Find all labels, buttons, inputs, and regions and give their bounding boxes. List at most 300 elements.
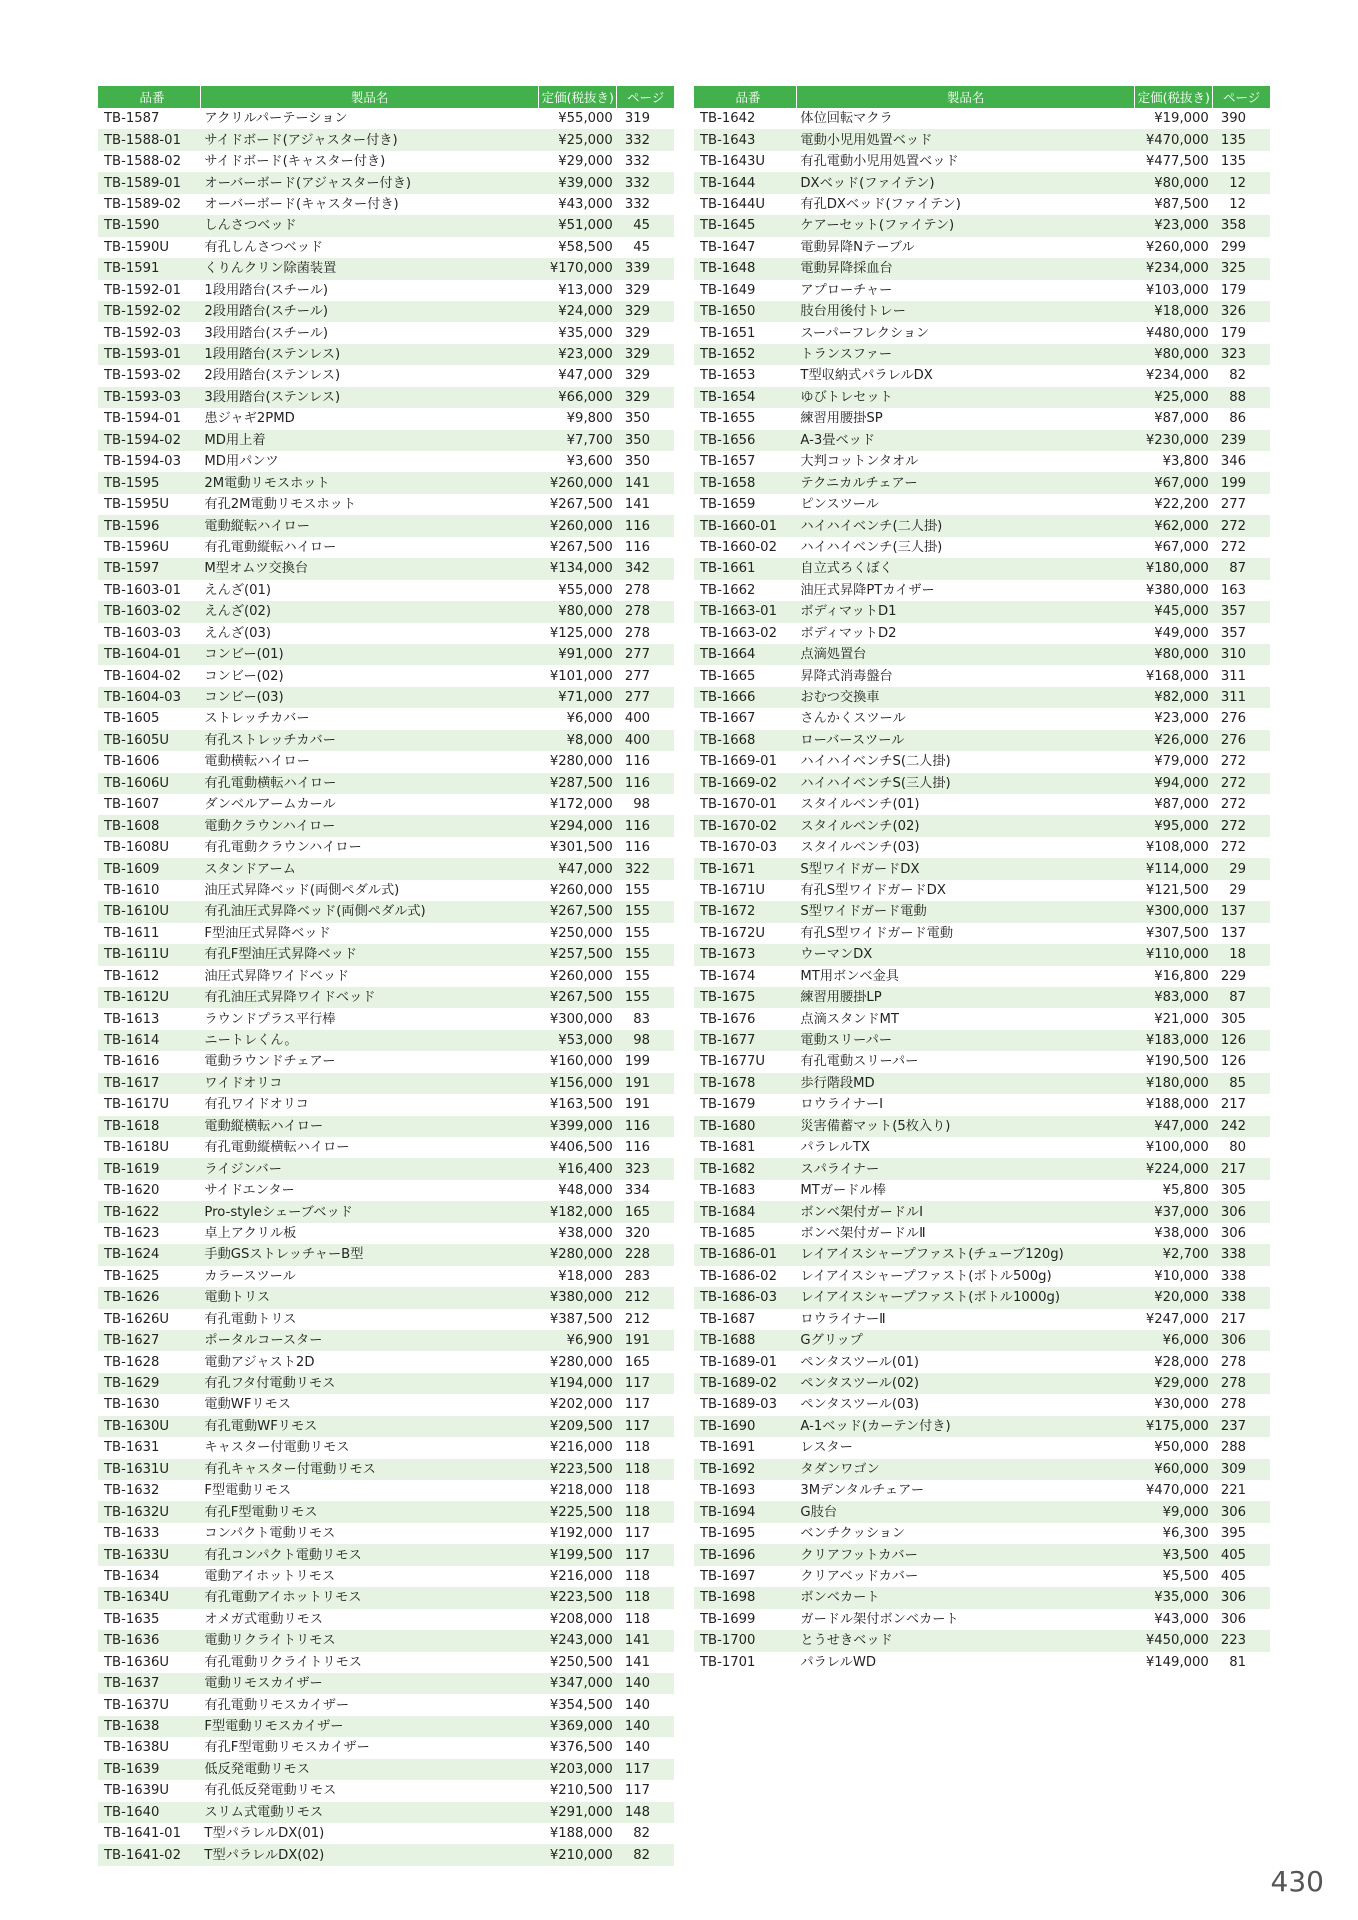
price: ¥87,500 (1154, 196, 1209, 212)
table-row (98, 494, 674, 515)
product-name: 電動昇降Nテーブル (800, 239, 915, 255)
price: ¥16,800 (1154, 968, 1209, 984)
catalog-page: 116 (617, 773, 674, 794)
price: ¥3,600 (566, 454, 613, 470)
table-row (98, 773, 674, 794)
catalog-page: 329 (624, 282, 650, 298)
table-row (98, 301, 674, 322)
price: ¥9,800 (566, 411, 613, 427)
product-name: 電動縦転ハイロー (200, 515, 538, 536)
product-code: TB-1679 (700, 1097, 756, 1113)
catalog-page: 165 (624, 1354, 650, 1370)
table-row (694, 1094, 1270, 1115)
price: ¥223,500 (539, 1587, 617, 1608)
price: ¥80,000 (1135, 172, 1213, 193)
product-name: 有孔F型電動リモス (200, 1501, 538, 1522)
price: ¥260,000 (539, 515, 617, 536)
product-name: クリアフットカバー (796, 1544, 1134, 1565)
product-code: TB-1610 (104, 882, 160, 898)
product-code: TB-1610U (98, 901, 200, 922)
table-row (694, 901, 1270, 922)
product-name: 電動クラウンハイロー (200, 815, 538, 836)
table-row (694, 408, 1270, 429)
product-code: TB-1689-03 (700, 1397, 777, 1413)
catalog-page: 288 (1220, 1440, 1246, 1456)
product-name: M型オムツ交換台 (200, 558, 538, 579)
product-name: 有孔ストレッチカバー (200, 730, 538, 751)
catalog-page: 118 (624, 1568, 650, 1584)
product-code: TB-1682 (694, 1158, 796, 1179)
table-row (98, 601, 674, 622)
catalog-page: 278 (1220, 1397, 1246, 1413)
price: ¥300,000 (1135, 901, 1213, 922)
table-row (98, 280, 674, 301)
product-name: 電動小児用処置ベッド (796, 129, 1134, 150)
product-code: TB-1685 (700, 1225, 756, 1241)
product-code: TB-1633U (98, 1544, 200, 1565)
product-name: 有孔電動WFリモス (200, 1416, 538, 1437)
product-code: TB-1672 (694, 901, 796, 922)
product-name: 有孔F型電動リモスカイザー (204, 1740, 370, 1756)
product-name: テクニカルチェアー (796, 472, 1134, 493)
table-row (98, 987, 674, 1008)
price: ¥114,000 (1135, 858, 1213, 879)
table-row (694, 558, 1270, 579)
price: ¥23,000 (539, 344, 617, 365)
price: ¥53,000 (539, 1030, 617, 1051)
table-row (694, 1587, 1270, 1608)
product-code: TB-1697 (700, 1568, 756, 1584)
product-code: TB-1629 (98, 1373, 200, 1394)
catalog-page: 135 (1213, 129, 1270, 150)
table-row (98, 858, 674, 879)
price: ¥188,000 (1145, 1097, 1209, 1113)
table-row (98, 923, 674, 944)
product-name: スーパーフレクション (800, 325, 930, 341)
catalog-page: 277 (617, 687, 674, 708)
product-code: TB-1593-02 (104, 368, 181, 384)
catalog-page: 86 (1229, 411, 1246, 427)
price: ¥450,000 (1135, 1630, 1213, 1651)
catalog-page: 346 (1220, 454, 1246, 470)
catalog-page: 118 (617, 1501, 674, 1522)
table-row (694, 1544, 1270, 1565)
product-code: TB-1693 (700, 1483, 756, 1499)
price: ¥380,000 (1145, 582, 1209, 598)
product-name: 1段用踏台(スチール) (204, 282, 329, 298)
price: ¥257,500 (539, 944, 617, 965)
product-code: TB-1694 (694, 1501, 796, 1522)
table-body-right (694, 108, 1270, 1673)
product-code: TB-1632U (98, 1501, 200, 1522)
catalog-page: 98 (633, 797, 650, 813)
table-row (98, 365, 674, 386)
product-name: おむつ交換車 (796, 687, 1134, 708)
product-code: TB-1594-01 (104, 411, 181, 427)
catalog-page: 199 (624, 1054, 650, 1070)
product-code: TB-1649 (700, 282, 756, 298)
catalog-page: 141 (624, 497, 650, 513)
product-code: TB-1670-03 (700, 840, 777, 856)
product-name: ハイハイベンチ(二人掛) (796, 515, 1134, 536)
product-code: TB-1590U (104, 239, 170, 255)
product-name: ベンチクッション (800, 1526, 906, 1542)
product-name: オーバーボード(アジャスター付き) (200, 172, 538, 193)
product-code: TB-1605U (98, 730, 200, 751)
table-row (98, 172, 674, 193)
product-name: ボディマットD1 (796, 601, 1134, 622)
catalog-page: 137 (1213, 901, 1270, 922)
product-name: 油圧式昇降ベッド(両側ペダル式) (204, 882, 400, 898)
product-code: TB-1592-01 (104, 282, 181, 298)
catalog-page: 137 (1220, 925, 1246, 941)
product-code: TB-1593-03 (98, 387, 200, 408)
price: ¥24,000 (539, 301, 617, 322)
table-row (98, 129, 674, 150)
product-code: TB-1632 (104, 1483, 160, 1499)
product-code: TB-1607 (104, 797, 160, 813)
table-row (694, 1437, 1270, 1458)
product-name: 有孔フタ付電動リモス (200, 1373, 538, 1394)
table-row (694, 258, 1270, 279)
price: ¥480,000 (1145, 325, 1209, 341)
product-code: TB-1595 (98, 472, 200, 493)
catalog-page: 117 (617, 1416, 674, 1437)
catalog-page: 212 (617, 1287, 674, 1308)
header-name: 製品名 (200, 86, 538, 108)
product-code: TB-1670-01 (700, 797, 777, 813)
price-table-right (694, 86, 1270, 1673)
product-code: TB-1587 (104, 111, 160, 127)
price: ¥47,000 (1135, 1116, 1213, 1137)
catalog-page: 140 (624, 1697, 650, 1713)
catalog-page: 165 (617, 1201, 674, 1222)
product-name: 有孔電動リモスカイザー (204, 1697, 350, 1713)
product-name: 電動横転ハイロー (204, 754, 310, 770)
catalog-page: 329 (624, 368, 650, 384)
table-row (694, 623, 1270, 644)
table-row (694, 108, 1270, 129)
product-code: TB-1635 (104, 1611, 160, 1627)
catalog-page: 191 (617, 1073, 674, 1094)
product-code: TB-1692 (694, 1459, 796, 1480)
product-code: TB-1626U (104, 1311, 170, 1327)
product-name: ポータルコースター (200, 1330, 538, 1351)
catalog-page: 329 (617, 344, 674, 365)
product-name: サイドエンター (204, 1183, 295, 1199)
catalog-page: 277 (1220, 497, 1246, 513)
price: ¥18,000 (1135, 301, 1213, 322)
product-name: パラレルTX (800, 1140, 870, 1156)
table-row (694, 1652, 1270, 1673)
table-row (694, 1351, 1270, 1372)
price: ¥287,500 (539, 773, 617, 794)
table-row (694, 515, 1270, 536)
product-code: TB-1643U (700, 154, 766, 170)
catalog-page: 310 (1213, 644, 1270, 665)
product-code: TB-1592-02 (98, 301, 200, 322)
product-code: TB-1667 (700, 711, 756, 727)
table-row (98, 1823, 674, 1844)
price: ¥35,000 (1135, 1587, 1213, 1608)
product-code: TB-1637U (104, 1697, 170, 1713)
product-code: TB-1596 (98, 515, 200, 536)
table-row (694, 1609, 1270, 1630)
product-code: TB-1626 (98, 1287, 200, 1308)
product-name: タダンワゴン (796, 1459, 1134, 1480)
product-code: TB-1645 (694, 215, 796, 236)
table-row (694, 215, 1270, 236)
table-row (694, 1223, 1270, 1244)
catalog-page: 82 (617, 1844, 674, 1865)
product-name: ニートレくん。 (200, 1030, 538, 1051)
price: ¥121,500 (1145, 882, 1209, 898)
catalog-page: 272 (1213, 815, 1270, 836)
catalog-page: 126 (1220, 1054, 1246, 1070)
table-header-row (694, 86, 1270, 108)
price: ¥380,000 (539, 1287, 617, 1308)
product-code: TB-1652 (694, 344, 796, 365)
table-row (694, 1180, 1270, 1201)
catalog-page: 329 (617, 387, 674, 408)
product-name: レイアイスシャープファスト(チューブ120g) (796, 1244, 1134, 1265)
table-row (98, 1201, 674, 1222)
table-row (98, 451, 674, 472)
product-name: コンビー(03) (200, 687, 538, 708)
price: ¥208,000 (549, 1611, 613, 1627)
catalog-page: 98 (617, 1030, 674, 1051)
table-row (694, 344, 1270, 365)
price: ¥406,500 (549, 1140, 613, 1156)
product-code: TB-1689-02 (694, 1373, 796, 1394)
page-number: 430 (1270, 1865, 1324, 1898)
catalog-page: 305 (1220, 1183, 1246, 1199)
price: ¥209,500 (539, 1416, 617, 1437)
product-code: TB-1701 (700, 1654, 756, 1670)
product-code: TB-1631U (98, 1459, 200, 1480)
price: ¥267,500 (549, 539, 613, 555)
price: ¥172,000 (549, 797, 613, 813)
product-code: TB-1691 (700, 1440, 756, 1456)
product-code: TB-1594-02 (98, 430, 200, 451)
table-row (98, 237, 674, 258)
price: ¥82,000 (1135, 687, 1213, 708)
catalog-page: 339 (617, 258, 674, 279)
catalog-page: 228 (617, 1244, 674, 1265)
product-name: 体位回転マクラ (800, 111, 893, 127)
product-name: F型電動リモス (204, 1483, 292, 1499)
product-name: 有孔電動横転ハイロー (200, 773, 538, 794)
product-code: TB-1634 (104, 1568, 160, 1584)
price: ¥170,000 (539, 258, 617, 279)
product-name: MT用ボンベ金具 (800, 968, 899, 984)
catalog-page: 116 (624, 754, 650, 770)
product-name: ロウライナーⅡ (800, 1311, 886, 1327)
catalog-page: 332 (624, 154, 650, 170)
price: ¥163,500 (549, 1097, 613, 1113)
table-body-left (98, 108, 674, 1866)
product-name: 電動アイホットリモス (204, 1568, 336, 1584)
product-code: TB-1639U (104, 1783, 170, 1799)
price: ¥168,000 (1145, 668, 1209, 684)
product-code: TB-1686-01 (694, 1244, 796, 1265)
catalog-page: 199 (1213, 472, 1270, 493)
price: ¥216,000 (549, 1568, 613, 1584)
table-row (98, 1737, 674, 1758)
price: ¥62,000 (1135, 515, 1213, 536)
catalog-page: 272 (1220, 840, 1246, 856)
price: ¥5,500 (1162, 1568, 1209, 1584)
catalog-page: 329 (624, 325, 650, 341)
price: ¥210,000 (539, 1844, 617, 1865)
product-code: TB-1603-03 (104, 625, 181, 641)
price: ¥301,500 (549, 840, 613, 856)
table-row (694, 644, 1270, 665)
product-name: オメガ式電動リモス (204, 1611, 323, 1627)
header-code: 品番 (694, 86, 796, 108)
catalog-page: 306 (1213, 1201, 1270, 1222)
product-name: 有孔キャスター付電動リモス (200, 1459, 538, 1480)
table-row (694, 472, 1270, 493)
product-code: TB-1650 (694, 301, 796, 322)
product-name: ゆびトレセット (796, 387, 1134, 408)
product-code: TB-1690 (694, 1416, 796, 1437)
price: ¥47,000 (558, 368, 613, 384)
product-code: TB-1648 (694, 258, 796, 279)
product-code: TB-1606U (98, 773, 200, 794)
table-row (98, 472, 674, 493)
table-row (98, 1158, 674, 1179)
catalog-page: 191 (624, 1097, 650, 1113)
catalog-page: 306 (1213, 1330, 1270, 1351)
product-name: 肢台用後付トレー (796, 301, 1134, 322)
product-name: 電動トリス (200, 1287, 538, 1308)
table-row (694, 1630, 1270, 1651)
product-code: TB-1677 (694, 1030, 796, 1051)
product-name: 大判コットンタオル (800, 454, 919, 470)
price: ¥234,000 (1145, 368, 1209, 384)
product-name: スパライナー (796, 1158, 1134, 1179)
price: ¥25,000 (539, 129, 617, 150)
price: ¥58,500 (558, 239, 613, 255)
product-code: TB-1683 (700, 1183, 756, 1199)
product-name: 昇降式消毒盤台 (800, 668, 893, 684)
price: ¥243,000 (539, 1630, 617, 1651)
price: ¥95,000 (1135, 815, 1213, 836)
catalog-page: 29 (1229, 882, 1246, 898)
header-name: 製品名 (796, 86, 1134, 108)
catalog-page: 117 (617, 1759, 674, 1780)
table-row (98, 1780, 674, 1801)
table-row (98, 794, 674, 815)
product-code: TB-1596U (104, 539, 170, 555)
catalog-page: 155 (624, 882, 650, 898)
product-name: アクリルパーテーション (204, 111, 348, 127)
table-row (98, 880, 674, 901)
catalog-page: 223 (1213, 1630, 1270, 1651)
price: ¥250,000 (549, 925, 613, 941)
catalog-page: 221 (1220, 1483, 1246, 1499)
price: ¥83,000 (1135, 987, 1213, 1008)
product-code: TB-1641-01 (104, 1826, 181, 1842)
catalog-page: 217 (1220, 1311, 1246, 1327)
catalog-page: 357 (1220, 625, 1246, 641)
price: ¥280,000 (549, 1354, 613, 1370)
product-code: TB-1665 (700, 668, 756, 684)
product-name: スタンドアーム (200, 858, 538, 879)
product-name: 油圧式昇降ワイドベッド (204, 968, 350, 984)
table-row (98, 1266, 674, 1287)
catalog-page: 135 (1220, 154, 1246, 170)
table-row (694, 751, 1270, 772)
product-code: TB-1653 (700, 368, 756, 384)
catalog-page: 81 (1229, 1654, 1246, 1670)
catalog-page: 118 (624, 1440, 650, 1456)
product-code: TB-1595U (104, 497, 170, 513)
catalog-page: 390 (1220, 111, 1246, 127)
product-name: 自立式ろくぼく (796, 558, 1134, 579)
table-row (98, 1116, 674, 1137)
product-name: 1段用踏台(ステンレス) (200, 344, 538, 365)
price: ¥267,500 (539, 987, 617, 1008)
price: ¥216,000 (549, 1440, 613, 1456)
product-code: TB-1606 (104, 754, 160, 770)
product-name: コンパクト電動リモス (204, 1526, 336, 1542)
catalog-page: 191 (617, 1330, 674, 1351)
table-row (98, 815, 674, 836)
catalog-page: 277 (617, 644, 674, 665)
product-code: TB-1678 (694, 1073, 796, 1094)
table-row (694, 1073, 1270, 1094)
table-row (98, 1716, 674, 1737)
catalog-page: 272 (1213, 773, 1270, 794)
product-code: TB-1661 (694, 558, 796, 579)
catalog-page: 163 (1220, 582, 1246, 598)
price: ¥29,000 (558, 154, 613, 170)
table-row (694, 1051, 1270, 1072)
price: ¥37,000 (1135, 1201, 1213, 1222)
product-name: 手動GSストレッチャーB型 (200, 1244, 538, 1265)
table-row (98, 1566, 674, 1587)
product-code: TB-1634U (98, 1587, 200, 1608)
product-code: TB-1589-02 (104, 196, 181, 212)
price: ¥6,900 (539, 1330, 617, 1351)
product-code: TB-1671U (700, 882, 766, 898)
product-name: 有孔電動アイホットリモス (200, 1587, 538, 1608)
catalog-page: 217 (1220, 1097, 1246, 1113)
catalog-page: 276 (1220, 711, 1246, 727)
table-row (98, 944, 674, 965)
product-code: TB-1659 (700, 497, 756, 513)
table-row (694, 1309, 1270, 1330)
price: ¥376,500 (549, 1740, 613, 1756)
table-row (694, 194, 1270, 215)
price: ¥180,000 (1135, 1073, 1213, 1094)
catalog-page: 278 (1220, 1354, 1246, 1370)
product-code: TB-1638U (104, 1740, 170, 1756)
product-name: ペンタスツール(01) (800, 1354, 919, 1370)
product-name: 電動縦横転ハイロー (200, 1116, 538, 1137)
product-name: ペンタスツール(03) (800, 1397, 919, 1413)
table-row (98, 580, 674, 601)
price: ¥29,000 (1135, 1373, 1213, 1394)
catalog-page: 217 (1213, 1158, 1270, 1179)
price: ¥103,000 (1145, 282, 1209, 298)
table-row (694, 537, 1270, 558)
table-row (98, 322, 674, 343)
catalog-page: 116 (617, 515, 674, 536)
price: ¥80,000 (1135, 644, 1213, 665)
